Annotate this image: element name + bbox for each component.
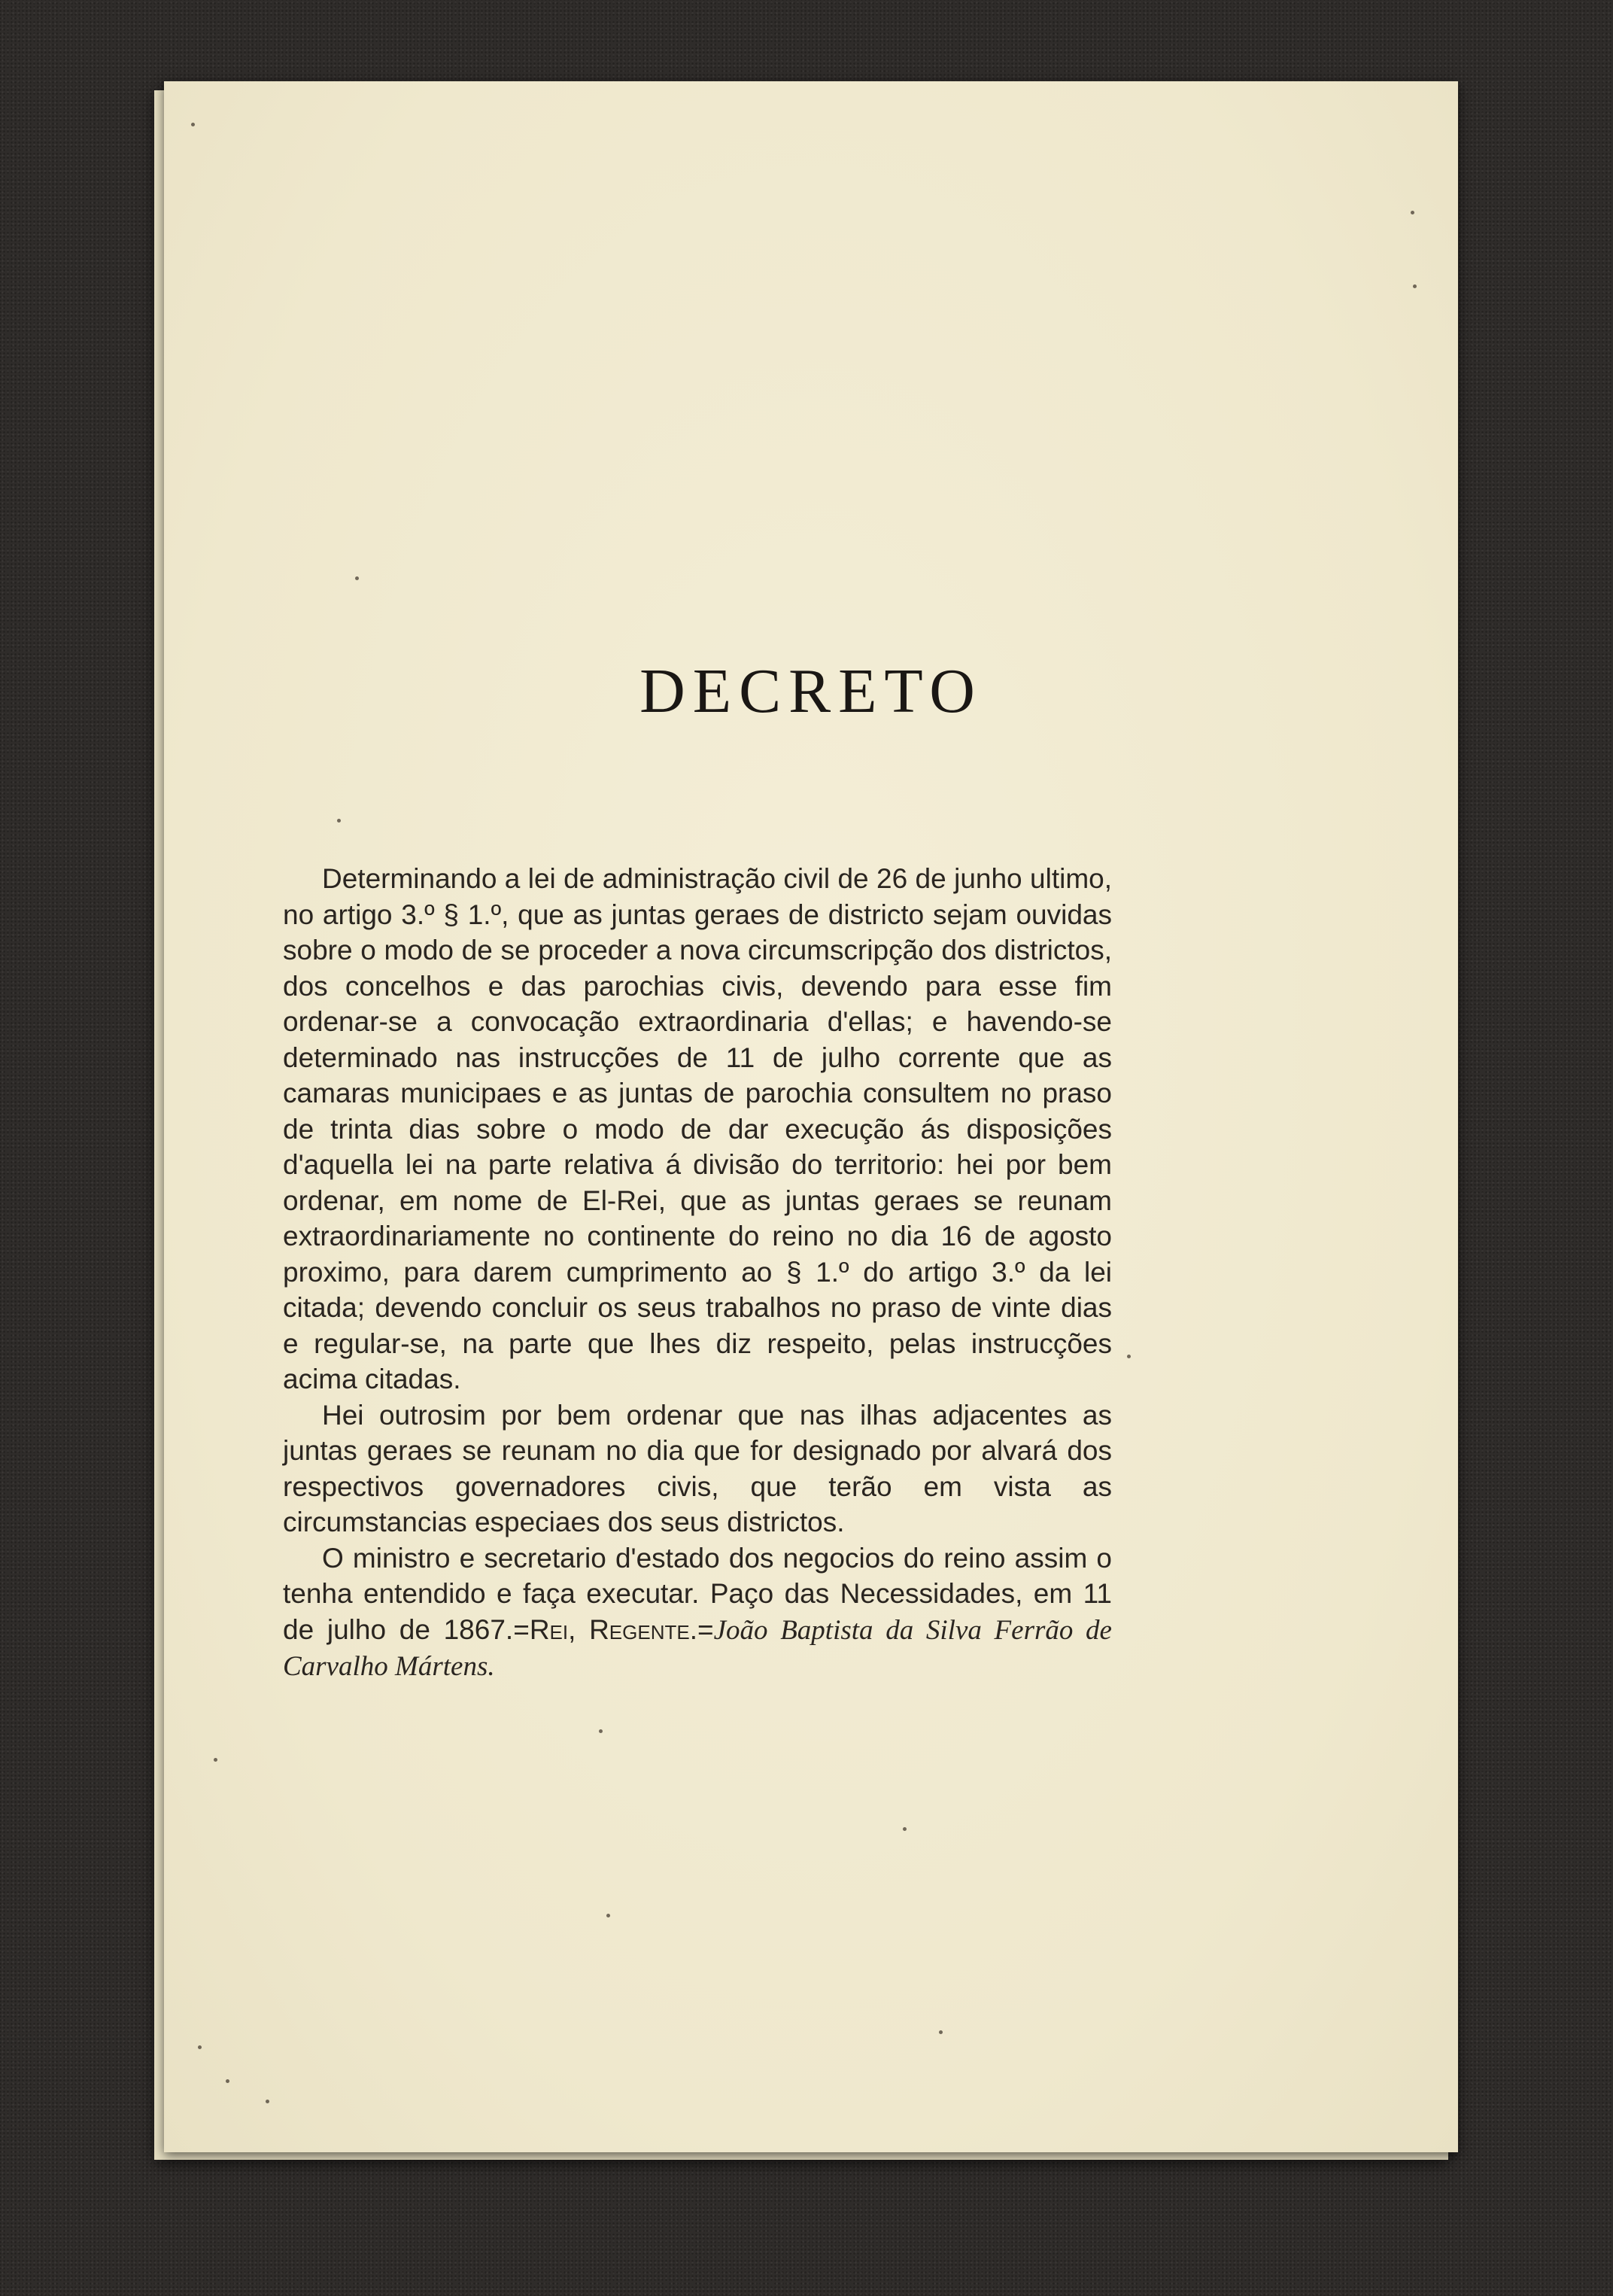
paragraph-1: Determinando a lei de administração civil de 26 de junho ultimo, no artigo 3.º § 1.º, que as juntas geraes de districto sejam ouvidas sobre o modo de se proceder a nova circumscripção dos districtos, dos concelhos e das parochias civis, devendo para esse fim ordenar-se a convocação extraordinaria d'ellas; e havendo-se determinado nas instrucções de 11 de julho corrente que as camaras municipaes e as juntas de parochia consultem no praso de trinta dias sobre o modo de dar execução ás disposições d'aquella lei na parte relativa á divisão do territorio: hei por bem ordenar, em nome de El-Rei, que as juntas geraes se reunam extraordinariamente no continente do reino no dia 16 de agosto proximo, para darem cumprimento ao § 1.º do artigo 3.º da lei citada; devendo concluir os seus trabalhos no praso de vinte dias e regular-se, na parte que lhes diz respeito, pelas instrucções acima citadas.: [283, 863, 1112, 1394]
speck: [1411, 211, 1414, 214]
speck: [337, 819, 341, 823]
speck: [939, 2030, 943, 2034]
speck: [1127, 1355, 1131, 1358]
paragraph-2: Hei outrosim por bem ordenar que nas ilhas adjacentes as juntas geraes se reunam no dia que for designado por alvará dos respectivos governadores civis, que terão em vista as circumstancias especiaes dos seus districtos.: [283, 1399, 1112, 1537]
document-page: [164, 81, 1458, 2152]
king-regent: Rei, Regente.: [529, 1613, 697, 1645]
speck: [1413, 284, 1417, 288]
speck: [198, 2045, 202, 2049]
speck: [606, 1914, 610, 1917]
speck: [214, 1758, 217, 1762]
speck: [903, 1827, 907, 1831]
closing-paragraph: [283, 1540, 1112, 1685]
speck: [226, 2079, 229, 2083]
speck: [191, 123, 195, 126]
signatory-name: João Baptista da Silva Ferrão de Carvalho Mártens.: [283, 1614, 1112, 1682]
speck: [266, 2100, 269, 2103]
speck: [355, 576, 359, 580]
closing-text: O ministro e secretario d'estado dos negocios do reino assim o tenha entendido e faça executar. Paço das Necessidades, em 11 de julho de 1867.=: [283, 1542, 1112, 1645]
decree-body: [283, 861, 1112, 1685]
signature-separator: =: [697, 1613, 714, 1645]
document-title: DECRETO: [639, 656, 983, 726]
speck: [599, 1729, 603, 1733]
